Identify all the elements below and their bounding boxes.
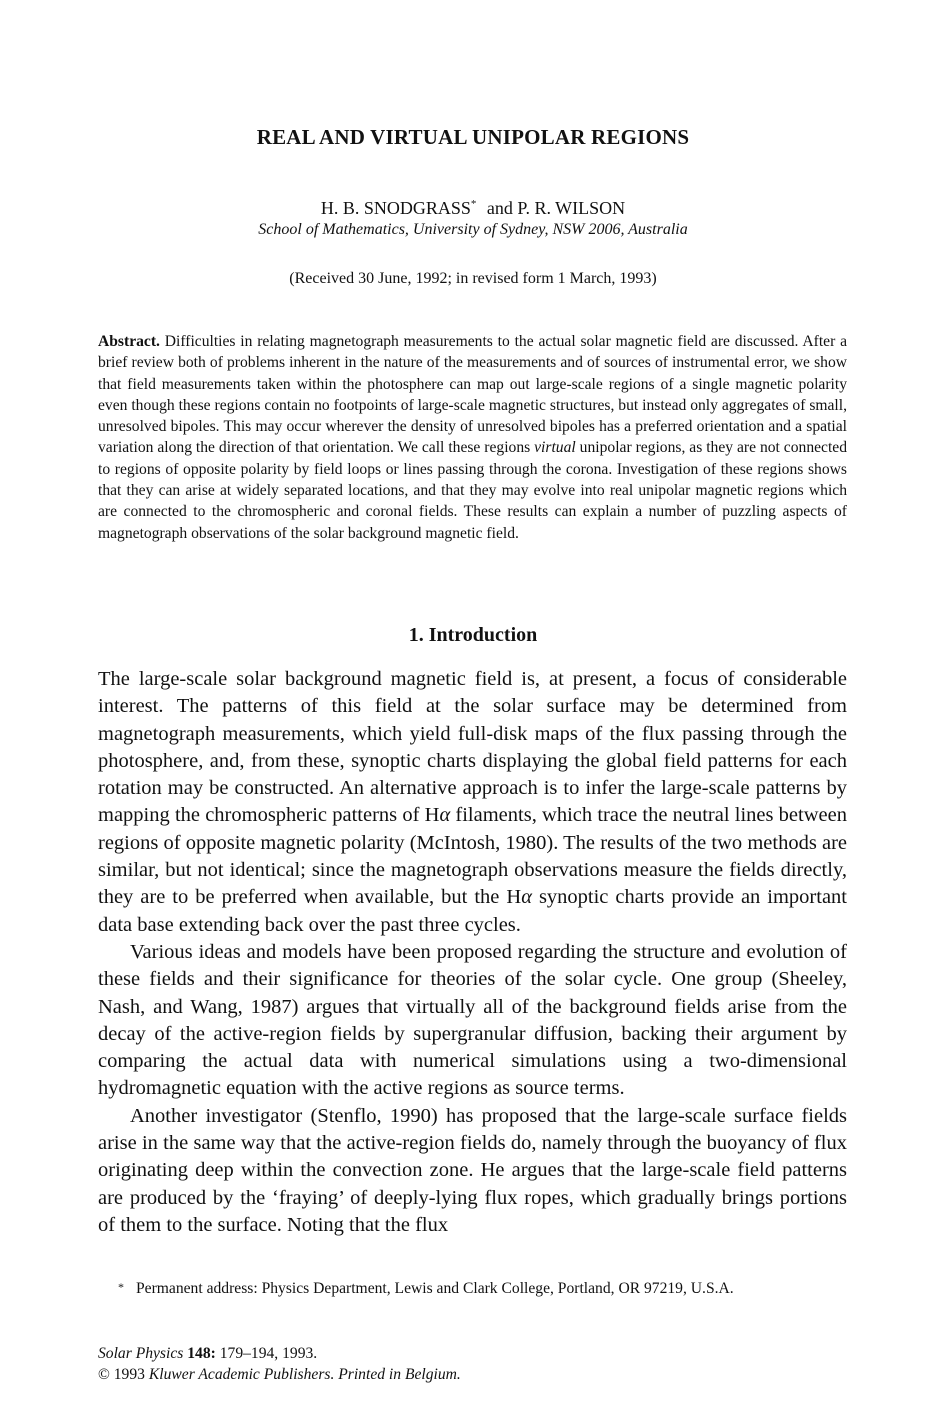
- journal-info: [98, 1343, 698, 1385]
- citation-line: [98, 1343, 698, 1364]
- footnote-text: Permanent address: Physics Department, Lewis and Clark College, Portland, OR 97219, U.S.A.: [136, 1280, 734, 1297]
- paragraph-1-text-b: filaments, which trace the neutral lines between regions of opposite magnetic polarity (McIntosh, 1980). The results of the two methods are similar, but not identical; since the magnetograph observations measure the fields directly, they are to be preferred when available, but the H: [98, 804, 847, 909]
- author-conjunction: and: [486, 198, 513, 218]
- publisher: Kluwer Academic Publishers. Printed in Belgium.: [148, 1366, 461, 1383]
- copyright-icon: ©: [98, 1366, 110, 1383]
- author-2: P. R. WILSON: [517, 198, 626, 218]
- journal-volume: 148:: [187, 1345, 216, 1362]
- author-1: H. B. SNODGRASS: [320, 198, 471, 218]
- paper-title: REAL AND VIRTUAL UNIPOLAR REGIONS: [256, 125, 690, 149]
- copyright-year: 1993: [109, 1366, 149, 1383]
- author-line: [0, 198, 946, 219]
- abstract-label: Abstract.: [98, 333, 160, 350]
- abstract-emphasis: virtual: [534, 439, 576, 457]
- copyright-line: [98, 1364, 698, 1385]
- paragraph-1: [98, 666, 847, 939]
- affiliation: School of Mathematics, University of Sydney, NSW 2006, Australia: [258, 221, 688, 238]
- abstract: [98, 331, 847, 544]
- footnote: [118, 1280, 878, 1298]
- body-text: [98, 666, 847, 1239]
- journal-name: Solar Physics: [98, 1345, 184, 1362]
- paragraph-1-text-a: The large-scale solar background magnetic field is, at present, a focus of considerable interest. The patterns of this field at the solar surface may be determined from magnetograph measurements, which yield full-disk maps of the flux passing through the photosphere, and, from these, synoptic charts displaying the global field patterns for each rotation may be constructed. An alternative approach is to infer the large-scale patterns by mapping the chromospheric patterns of H: [98, 668, 847, 827]
- abstract-text-2: unipolar regions, as they are not connected to regions of opposite polarity by field loops or lines passing through the corona. Investigation of these regions shows that they can arise at widely separated locations, and that they may evolve into real unipolar magnetic regions which are connected to the chromospheric and coronal fields. These results can explain a number of puzzling aspects of magnetograph observations of the solar background magnetic field.: [98, 439, 848, 542]
- received-dates: (Received 30 June, 1992; in revised form 1 March, 1993): [289, 270, 657, 287]
- paragraph-2: Various ideas and models have been proposed regarding the structure and evolution of these fields and their significance for theories of the solar cycle. One group (Sheeley, Nash, and Wang, 1987) argues that virtually all of the background fields arise from the decay of the active-region fields by supergranular diffusion, backing their argument by comparing the actual data with numerical simulations using a two-dimensional hydromagnetic equation with the active regions as source terms.: [98, 940, 847, 1100]
- abstract-text-1: Difficulties in relating magnetograph measurements to the actual solar magnetic field are discussed. After a brief review both of problems inherent in the nature of the measurements and of sources of instrumental error, we show that field measurements taken within the photosphere can map out large-scale regions of a single magnetic polarity even though these regions contain no footpoints of large-scale magnetic structures, but instead only aggregates of small, unresolved bipoles. This may occur wherever the density of unresolved bipoles has a preferred orientation and a spatial variation along the direction of that orientation. We call these regions: [98, 333, 847, 457]
- footnote-marker: *: [470, 198, 477, 210]
- journal-pages: 179–194, 1993.: [215, 1345, 318, 1362]
- alpha-symbol: α: [521, 886, 532, 909]
- section-heading: 1. Introduction: [408, 624, 538, 646]
- alpha-symbol: α: [439, 804, 451, 827]
- paragraph-3: Another investigator (Stenflo, 1990) has proposed that the large-scale surface fields arise in the same way that the active-region fields do, namely through the buoyancy of flux originating deep within the convection zone. He argues that the large-scale field patterns are produced by the ‘fraying’ of deeply-lying flux ropes, which gradually brings portions of them to the surface. Noting that the flux: [98, 1104, 847, 1236]
- paragraph-1-text-c: synoptic charts provide an important data base extending back over the past three cycles.: [98, 886, 847, 936]
- footnote-star: *: [118, 1280, 124, 1294]
